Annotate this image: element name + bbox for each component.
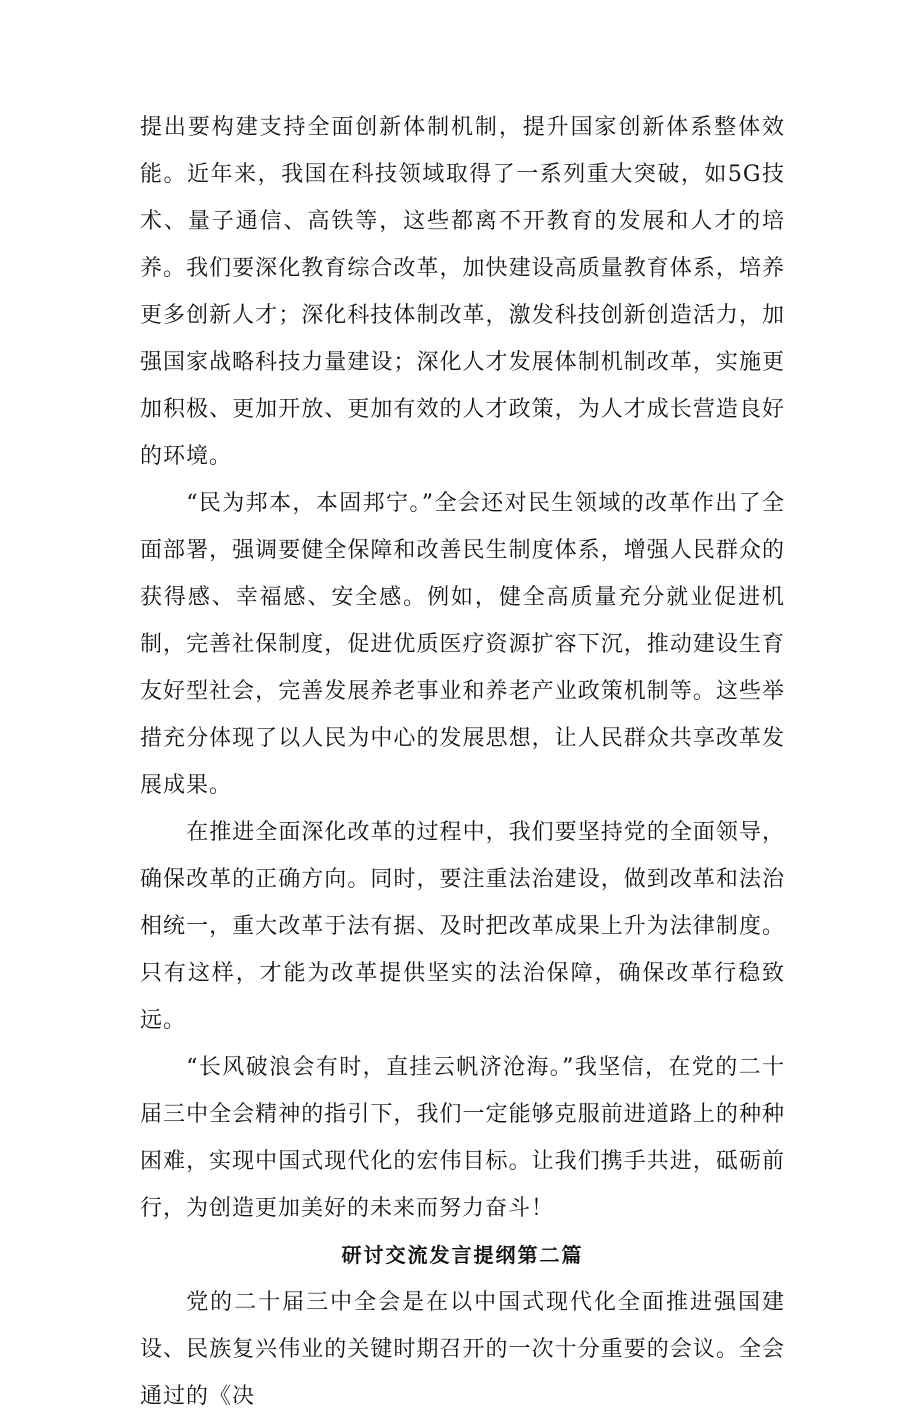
body-paragraph: 在推进全面深化改革的过程中，我们要坚持党的全面领导，确保改革的正确方向。同时，要注重法治建设，做到改革和法治相统一，重大改革于法有据、及时把改革成果上升为法律制度。只有这样，才能为改革提供坚实的法治保障，确保改革行稳致远。 bbox=[140, 820, 785, 1033]
section-heading: 研讨交流发言提纲第二篇 bbox=[341, 1243, 584, 1267]
body-paragraph: 提出要构建支持全面创新体制机制，提升国家创新体系整体效能。近年来，我国在科技领域取得了一系列重大突破，如5G技术、量子通信、高铁等，这些都离不开教育的发展和人才的培养。我们要深化教育综合改革，加快建设高质量教育体系，培养更多创新人才；深化科技体制改革，激发科技创新创造活力，加强国家战略科技力量建设；深化人才发展体制机制改革，实施更加积极、更加开放、更加有效的人才政策，为人才成长营造良好的环境。 bbox=[140, 115, 785, 469]
document-page bbox=[140, 104, 785, 1420]
body-paragraph: “民为邦本，本固邦宁。”全会还对民生领域的改革作出了全面部署，强调要健全保障和改善民生制度体系，增强人民群众的获得感、幸福感、安全感。例如，健全高质量充分就业促进机制，完善社保制度，促进优质医疗资源扩容下沉，推动建设生育友好型社会，完善发展养老事业和养老产业政策机制等。这些举措充分体现了以人民为中心的发展思想，让人民群众共享改革发展成果。 bbox=[140, 491, 785, 798]
body-paragraph: 党的二十届三中全会是在以中国式现代化全面推进强国建设、民族复兴伟业的关键时期召开的一次十分重要的会议。全会通过的《决 bbox=[140, 1290, 785, 1409]
body-paragraph: “长风破浪会有时，直挂云帆济沧海。”我坚信，在党的二十届三中全会精神的指引下，我们一定能够克服前进道路上的种种困难，实现中国式现代化的宏伟目标。让我们携手共进，砥砺前行，为创造更加美好的未来而努力奋斗！ bbox=[140, 1055, 785, 1221]
